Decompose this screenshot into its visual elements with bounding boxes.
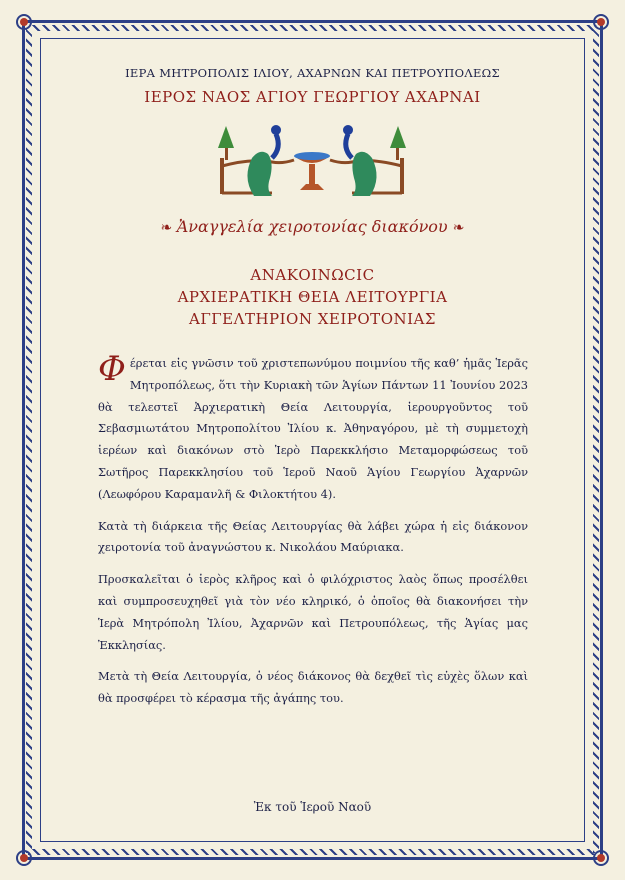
- corner-ornament-icon: [593, 850, 609, 866]
- border-band-top: [28, 25, 597, 31]
- paragraph: [98, 349, 528, 506]
- title-line: ΑΝΑΚΟΙΝΩCΙC: [250, 266, 375, 284]
- peacocks-fountain-emblem-icon: [212, 118, 412, 198]
- announcement-title: [0, 217, 625, 236]
- title-line: ΑΓΓΕΛΤΗΡΙΟΝ ΧΕΙΡΟΤΟΝΙΑΣ: [189, 310, 436, 328]
- dropcap-letter: Φ: [98, 349, 126, 389]
- paragraph: Κατὰ τὴ διάρκεια τῆς Θείας Λειτουργίας θὰ λάβει χώρα ἡ εἰς διάκονον χειροτονία τοῦ ἀναγνώστου κ. Νικολάου Μαύριακα.: [98, 518, 528, 555]
- metropolis-heading: ΙΕΡΑ ΜΗΤΡΟΠΟΛΙΣ ΙΛΙΟΥ, ΑΧΑΡΝΩΝ ΚΑΙ ΠΕΤΡΟΥΠΟΛΕΩΣ: [125, 66, 500, 80]
- church-heading: ΙΕΡΟΣ ΝΑΟΣ ΑΓΙΟΥ ΓΕΩΡΓΙΟΥ ΑΧΑΡΝΑΙ: [144, 88, 481, 106]
- border-band-right: [593, 27, 599, 853]
- paragraph: Προσκαλεῖται ὁ ἱερὸς κλῆρος καὶ ὁ φιλόχριστος λαὸς ὅπως προσέλθει καὶ συμπροσευχηθεῖ γιὰ τὸν νέο κληρικό, ὁ ὁποῖος θὰ διακονήσει τὴν Ἱερὰ Μητρόπολη Ἰλίου, Ἀχαρνῶν καὶ Πετρουπόλεως, τῆς Ἁγίας μας Ἐκκλησίας.: [98, 572, 528, 652]
- paragraph-text: έρεται εἰς γνῶσιν τοῦ χριστεπωνύμου ποιμνίου τῆς καθ’ ἡμᾶς Ἱερᾶς Μητροπόλεως, ὅτι τὴν Κυριακὴ τῶν Ἁγίων Πάντων 11 Ἰουνίου 2023 θὰ τελεστεῖ Ἀρχιερατικὴ Θεία Λειτουργία, ἱερουργοῦντος τοῦ Σεβασμιωτάτου Μητροπολίτου Ἰλίου κ. Ἀθηναγόρου, μὲ τὴ συμμετοχὴ ἱερέων καὶ διακόνων στὸ Ἱερὸ Παρεκκλήσιο Μεταμορφώσεως τοῦ Σωτῆρος Παρεκκλησίου τοῦ Ἱεροῦ Ναοῦ Ἁγίου Γεωργίου Ἀχαρνῶν (Λεωφόρου Καραμανλῆ & Φιλοκτήτου 4).: [98, 356, 528, 501]
- flourish-left-icon: ❧: [160, 220, 177, 236]
- corner-ornament-icon: [16, 850, 32, 866]
- paragraph: Μετὰ τὴ Θεία Λειτουργία, ὁ νέος διάκονος θὰ δεχθεῖ τὶς εὐχὲς ὅλων καὶ θὰ προσφέρει τὸ κέρασμα τῆς ἀγάπης του.: [98, 669, 528, 706]
- corner-ornament-icon: [16, 14, 32, 30]
- title-line: ΑΡΧΙΕΡΑΤΙΚΗ ΘΕΙΑ ΛΕΙΤΟΥΡΓΙΑ: [177, 288, 448, 306]
- border-band-bottom: [28, 849, 597, 855]
- body-text: [98, 349, 528, 720]
- corner-ornament-icon: [593, 14, 609, 30]
- signature: Ἐκ τοῦ Ἱεροῦ Ναοῦ: [253, 800, 372, 814]
- titles-block: [0, 264, 625, 330]
- border-band-left: [26, 27, 32, 853]
- flourish-right-icon: ❧: [452, 220, 465, 236]
- announcement-title-text: Ἀναγγελία χειροτονίας διακόνου: [176, 217, 448, 236]
